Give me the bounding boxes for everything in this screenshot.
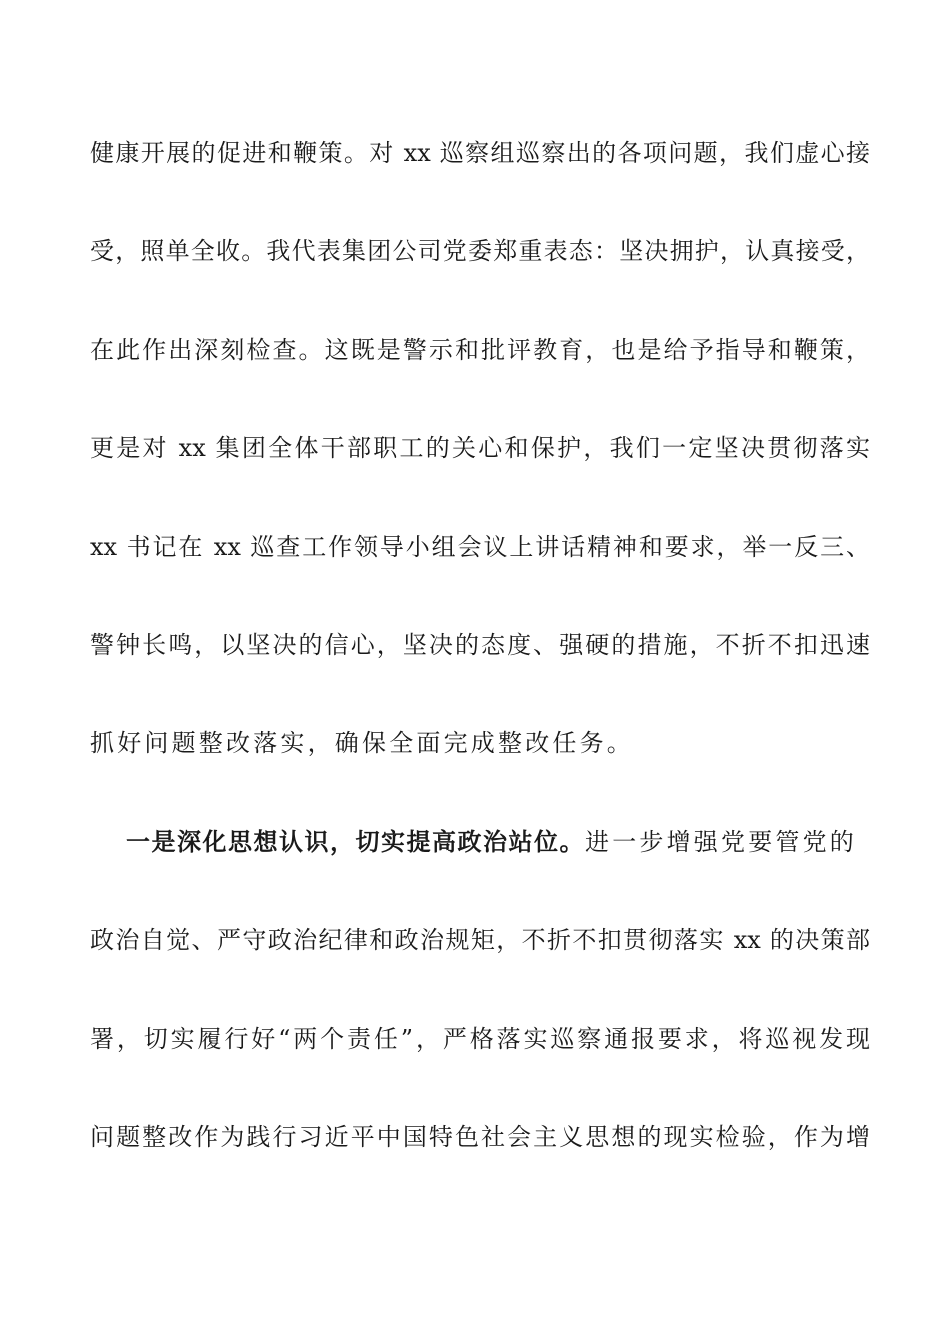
text-line: 在此作出深刻检查。这既是警示和批评教育，也是给予指导和鞭策， (90, 335, 870, 364)
text-line: 政治自觉、严守政治纪律和政治规矩，不折不扣贯彻落实 xx 的决策部 (90, 926, 870, 955)
text-line: 更是对 xx 集团全体干部职工的关心和保护，我们一定坚决贯彻落实 (90, 434, 870, 463)
text-line: xx 书记在 xx 巡查工作领导小组会议上讲话精神和要求，举一反三、 (90, 532, 870, 561)
text-line: 警钟长鸣，以坚决的信心，坚决的态度、强硬的措施，不折不扣迅速 (90, 630, 870, 659)
document-body (90, 126, 870, 1208)
section-heading-rest: 进一步增强党要管党的 (585, 827, 857, 856)
text-line: 受，照单全收。我代表集团公司党委郑重表态：坚决拥护，认真接受， (90, 237, 870, 266)
text-line: 健康开展的促进和鞭策。对 xx 巡察组巡察出的各项问题，我们虚心接 (90, 139, 870, 167)
section-heading-line (90, 815, 870, 913)
section-heading: 一是深化思想认识，切实提高政治站位。 (126, 827, 585, 856)
text-line: 抓好问题整改落实，确保全面完成整改任务。 (90, 729, 634, 758)
text-line: 问题整改作为践行习近平中国特色社会主义思想的现实检验，作为增 (90, 1122, 870, 1151)
text-line: 署，切实履行好“两个责任”，严格落实巡察通报要求，将巡视发现 (90, 1024, 870, 1053)
